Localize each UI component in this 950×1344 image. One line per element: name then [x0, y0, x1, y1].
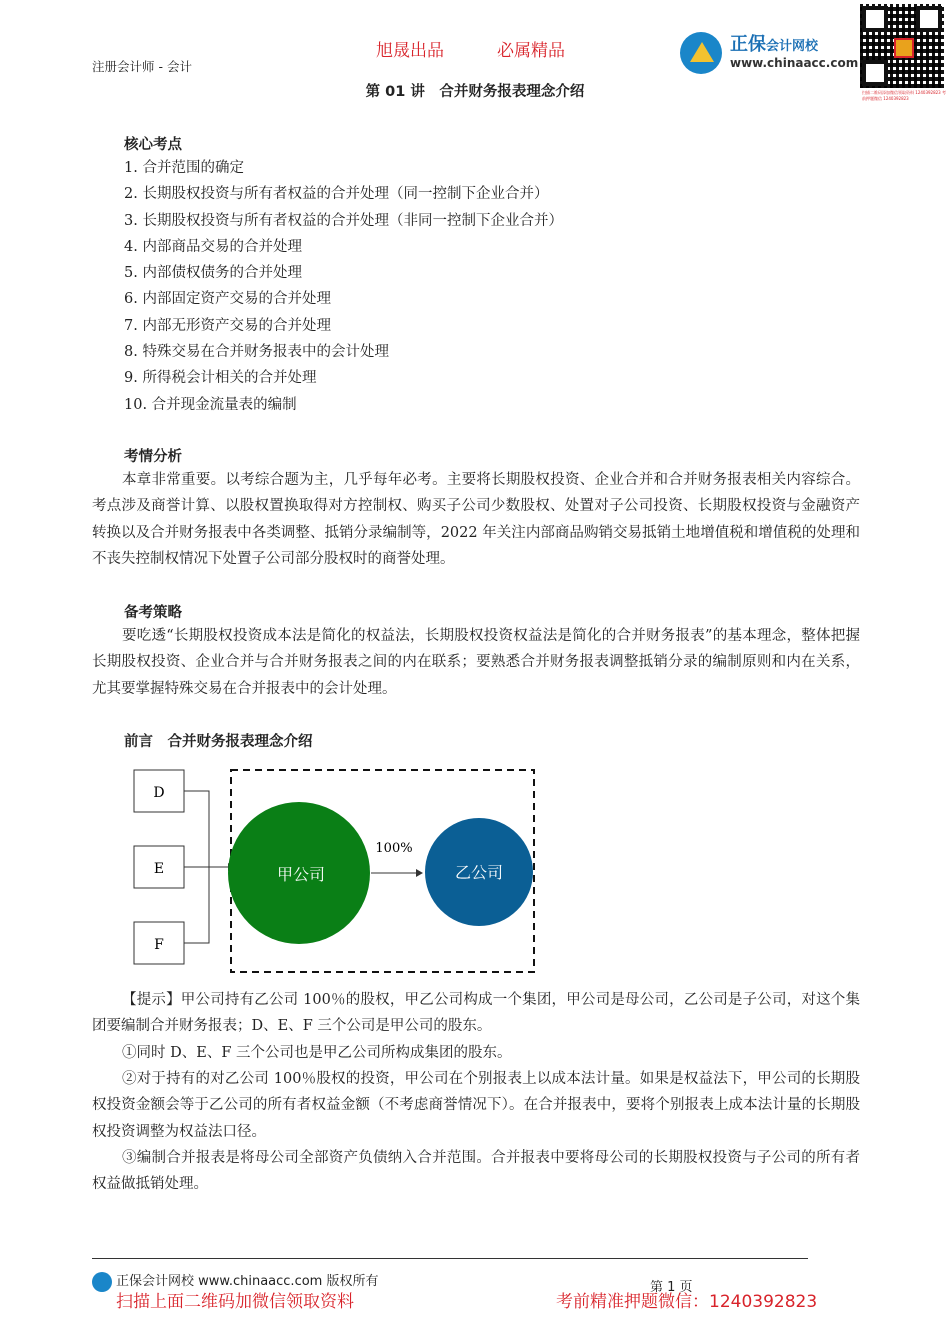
list-item: 4. 内部商品交易的合并处理 — [124, 238, 302, 255]
group-structure-diagram — [92, 760, 552, 980]
bottom-promo-left: 扫描上面二维码加微信领取资料 — [116, 1292, 354, 1312]
arrowhead-to-subsidiary — [416, 869, 423, 877]
note-1: ①同时 D、E、F 三个公司也是甲乙公司所构成集团的股东。 — [122, 1045, 512, 1061]
promo-right: 必属精品 — [497, 41, 565, 61]
logo-title: 正保会计网校 — [730, 34, 819, 55]
list-item: 1. 合并范围的确定 — [124, 160, 244, 176]
analysis-heading: 考情分析 — [124, 449, 182, 465]
core-points-heading: 核心考点 — [124, 137, 182, 153]
core-points-list — [124, 155, 892, 418]
footer-copyright: 正保会计网校 www.chinaacc.com 版权所有 — [92, 1270, 378, 1292]
ownership-label: 100% — [375, 841, 413, 856]
footer-logo-icon — [92, 1272, 112, 1292]
list-item: 5. 内部债权债务的合并处理 — [124, 265, 302, 282]
strategy-heading: 备考策略 — [124, 605, 182, 621]
subsidiary-label: 乙公司 — [454, 863, 504, 882]
shareholder-label-f: F — [154, 937, 164, 953]
qr-caption: 扫描二维码添加微信领取资料 1240392823 考前押题微信 1240392823 — [862, 90, 946, 101]
tip-paragraph: 【提示】甲公司持有乙公司 100％的股权，甲乙公司构成一个集团，甲公司是母公司，乙公司是子公司，对这个集团要编制合并财务报表；D、E、F 三个公司是甲公司的股东。 — [92, 992, 860, 1035]
chinaacc-logo — [680, 30, 860, 76]
list-item: 10. 合并现金流量表的编制 — [124, 396, 297, 413]
footer-divider — [92, 1258, 808, 1259]
note-2: ②对于持有的对乙公司 100％股权的投资，甲公司在个别报表上以成本法计量。如果是权益法下，甲公司的长期股权投资金额会等于乙公司的所有者权益金额（不考虑商誉情况下）。在合并报表中，要将个别报表上成本法计量的长期股权投资调整为权益法口径。 — [92, 1071, 860, 1140]
logo-url: www.chinaacc.com — [730, 56, 859, 70]
bottom-promo-right: 考前精准押题微信：1240392823 — [556, 1292, 818, 1312]
list-item: 9. 所得税会计相关的合并处理 — [124, 370, 317, 387]
note-3: ③编制合并报表是将母公司全部资产负债纳入合并范围。合并报表中要将母公司的长期股权投资与子公司的所有者权益做抵销处理。 — [92, 1150, 860, 1193]
promo-left: 旭晟出品 — [376, 41, 444, 61]
list-item: 7. 内部无形资产交易的合并处理 — [124, 317, 331, 334]
list-item: 6. 内部固定资产交易的合并处理 — [124, 291, 331, 308]
list-item: 3. 长期股权投资与所有者权益的合并处理（非同一控制下企业合并） — [124, 212, 563, 229]
analysis-paragraph: 本章非常重要。以考综合题为主，几乎每年必考。主要将长期股权投资、企业合并和合并财务报表相关内容综合。考点涉及商誉计算、以股权置换取得对方控制权、购买子公司少数股权、处置对子公司投资、长期股权投资与金融资产转换以及合并财务报表中各类调整、抵销分录编制等，2022 年关注内部商品购销交易抵销土地增值税和增值税的处理和不丧失控制权情况下处置子公司部分股权时的商誉处理。 — [92, 472, 860, 567]
list-item: 2. 长期股权投资与所有者权益的合并处理（同一控制下企业合并） — [124, 186, 549, 203]
preface-heading: 前言 合并财务报表理念介绍 — [124, 734, 313, 750]
subject-label: 注册会计师 - 会计 — [92, 59, 192, 74]
page-number: 第 1 页 — [650, 1280, 693, 1295]
qr-code-icon — [860, 4, 944, 88]
shareholder-label-e: E — [153, 861, 165, 877]
shareholder-label-d: D — [153, 785, 165, 801]
list-item: 8. 特殊交易在合并财务报表中的会计处理 — [124, 344, 389, 361]
strategy-paragraph: 要吃透“长期股权投资成本法是简化的权益法，长期股权投资权益法是简化的合并财务报表”的基本理念，整体把握长期股权投资、企业合并与合并财务报表之间的内在联系；要熟悉合并财务报表调整抵销分录的编制原则和内在关系，尤其要掌握特殊交易在合并报表中的会计处理。 — [92, 628, 860, 697]
chapter-title: 第 01 讲 合并财务报表理念介绍 — [365, 84, 585, 100]
parent-company-label: 甲公司 — [276, 865, 326, 884]
logo-emblem-icon — [680, 32, 722, 74]
